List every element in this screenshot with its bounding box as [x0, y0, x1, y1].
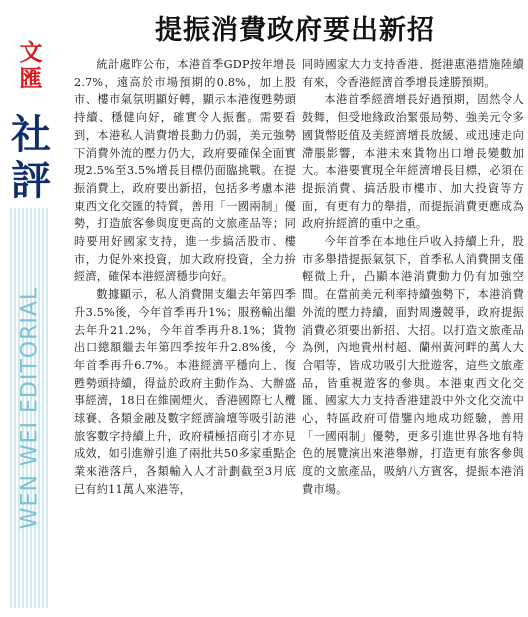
paragraph: 本港首季經濟增長好過預期，固然令人鼓舞，但受地緣政治緊張局勢、強美元令多國貨幣貶值及美經濟增長放緩、或迅速走向滯脹影響，本港未來貨物出口增長變數加大。本港要實現全年經濟增長目標，必須在提振消費、搞活股市樓市、加大投資等方面，有更有力的舉措，而提振消費更應成為政府拚經濟的重中之重。 — [302, 93, 524, 231]
brand-char-2: 匯 — [19, 65, 43, 92]
paragraph: 數據顯示，私人消費開支繼去年第四季升3.5%後，今年首季再升1%；服務輸出繼去年升21.2%，今年首季再升8.1%；貨物出口總額繼去年第四季按年升2.8%後，今年首季再升6.7%。本港經濟平穩向上、復甦勢頭持續，得益於政府主動作為、大辦盛事經濟，18日在維園煙火、香港國際七人欖球賽、各類金融及數字經濟論壇等吸引訪港旅客數字持續上升，政府積極招商引才亦見成效，如引進辦引進了兩批共50多家重點企業來港落戶，各類輸入人才計劃截至3月底已有約11萬人來港等， — [74, 288, 296, 496]
paragraph: 統計處昨公布，本港首季GDP按年增長2.7%，遠高於市場預期的0.8%，加上股市、樓市氣氛明顯好轉，顯示本港復甦勢頭持續、穩健向好，確實令人振奮。需要看到，本港私人消費增長動力仍弱，美元強勢下消費外流的壓力仍大，政府要確保全面實現2.5%至3.5%增長目標仍面臨挑戰。在提振消費上，政府要出新招，包括多考慮本港東西文化交匯的特質，善用「一國兩制」優勢，打造旅客參與度更高的文旅產品等；同時要用好國家支持，進一步搞活股市、樓市，力促外來投資，加大政府投資，全力拚經濟，確保本港經濟穩步向好。 — [74, 58, 296, 284]
masthead-sidebar — [0, 0, 62, 617]
paragraph: 今年首季在本地住戶收入持續上升，股市多舉措提振氣氛下，首季私人消費開支僅輕微上升，凸顯本港消費動力仍有加強空間。在當前美元利率持續強勢下，本港消費外流的壓力持續，面對周邊競爭，政府提振消費必須要出新招、大招。以打造文旅產品為例，內地貴州村超、蘭州黃河畔的萬人大合唱等，皆成功吸引大批遊客，這些文旅產品，皆重視遊客的參與。本港東西文化交匯、國家大力支持香港建設中外文化交流中心，特區政府可借鑒內地成功經驗，善用「一國兩制」優勢，更多引進世界各地有特色的展覽演出來港舉辦，打造更有旅客參與度的文旅產品，吸納八方賓客，提振本港消費市場。 — [302, 235, 524, 496]
english-section-label: WEN WEI EDITORIAL — [17, 286, 43, 530]
decorative-stripe — [10, 208, 50, 608]
section-char-2: 評 — [11, 157, 51, 204]
brand-char-1: 文 — [19, 39, 43, 66]
paragraph: 同時國家大力支持香港、挺港惠港措施陸續有來，令香港經濟首季增長達勝預期。 — [302, 58, 524, 89]
article-column-left — [74, 56, 296, 499]
brand-logo — [8, 40, 54, 92]
section-title — [6, 112, 56, 204]
article-column-right — [302, 56, 524, 499]
article-headline: 提振消費政府要出新招 — [155, 15, 435, 46]
section-char-1: 社 — [11, 111, 51, 158]
